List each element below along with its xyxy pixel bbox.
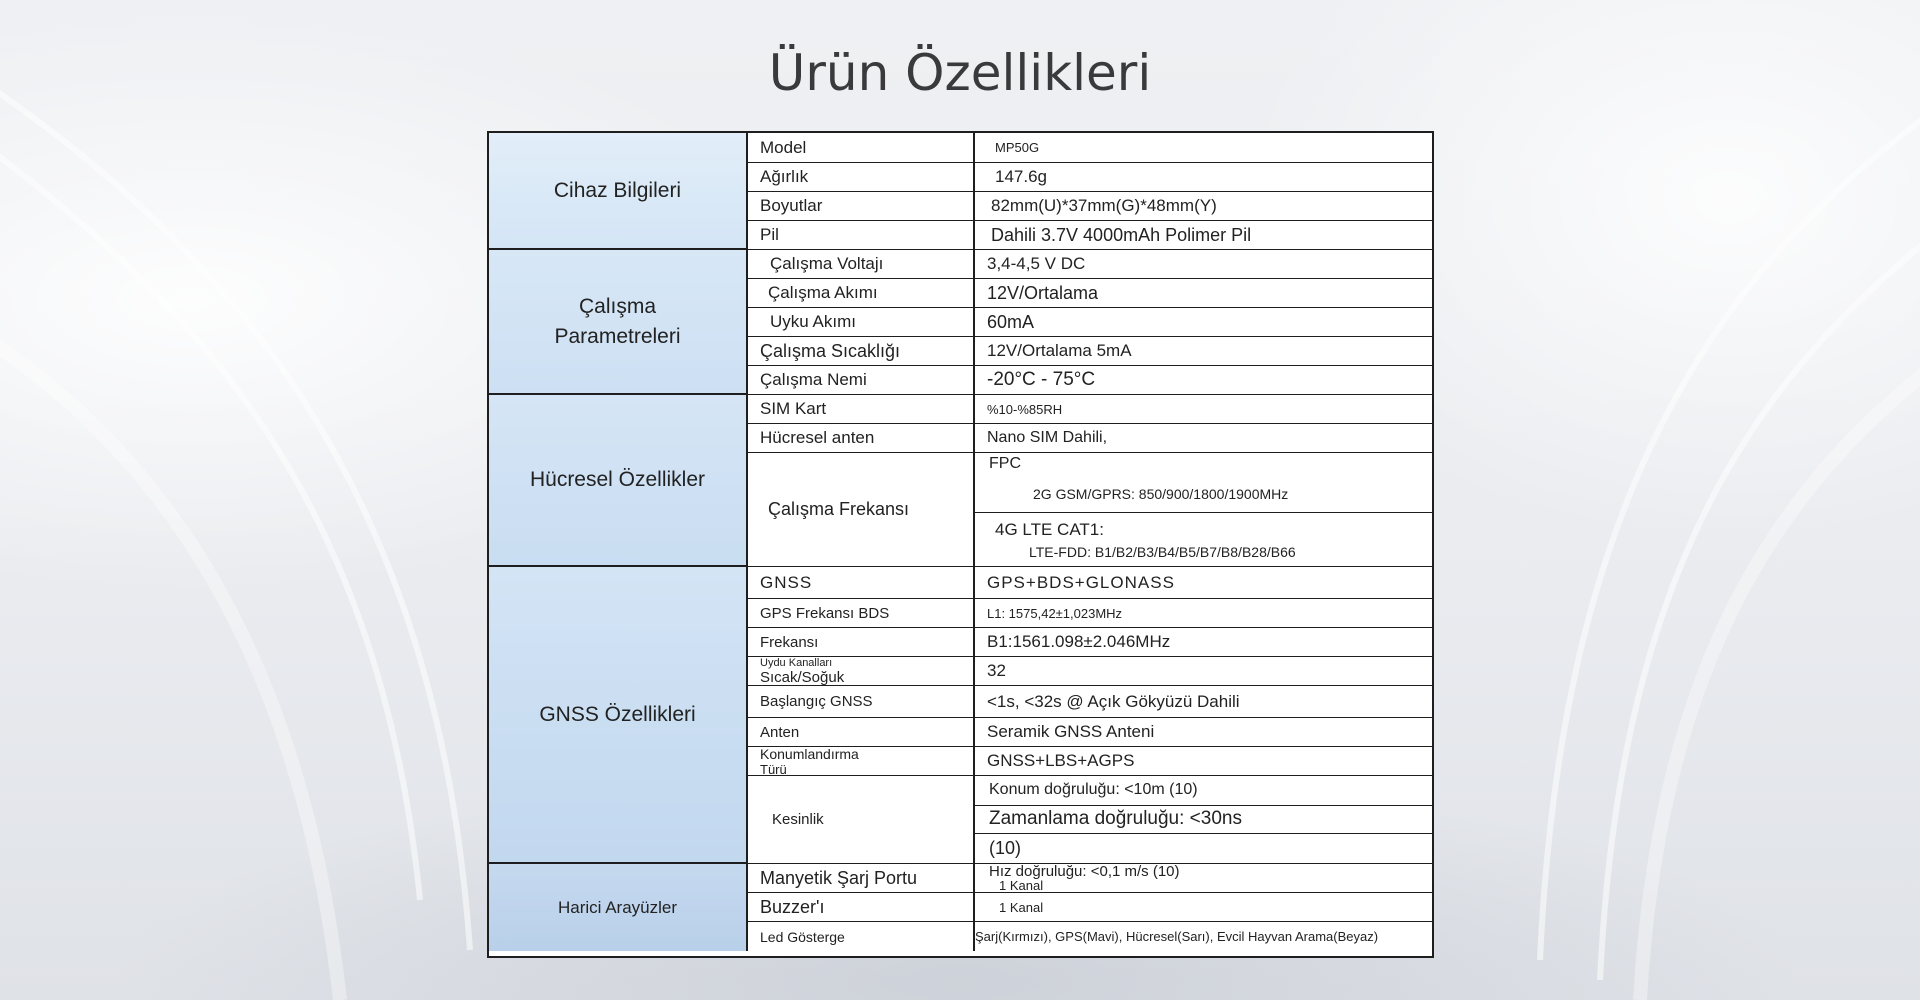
spec-value: 147.6g [975,163,1432,192]
group-name: GNSS Özellikleri [489,567,748,864]
spec-value-line: 2G GSM/GPRS: 850/900/1800/1900MHz [1033,485,1289,502]
spec-label-stack [748,747,975,776]
spec-label: Frekansı [748,628,975,657]
spec-label: Buzzer'ı [748,893,975,922]
spec-value: <1s, <32s @ Açık Gökyüzü Dahili [975,686,1432,718]
spec-label: Ağırlık [748,163,975,192]
spec-label: Anten [748,718,975,747]
spec-value-line: Zamanlama doğruluğu: <30ns [975,805,1432,834]
spec-value: GNSS+LBS+AGPS [975,747,1432,776]
spec-label: Kesinlik [748,776,975,864]
spec-label: Model [748,133,975,163]
spec-value: Şarj(Kırmızı), GPS(Mavi), Hücresel(Sarı), Evcil Hayvan Arama(Beyaz) [975,929,1379,944]
spec-value: Dahili 3.7V 4000mAh Polimer Pil [975,221,1432,250]
spec-value: MP50G [975,133,1432,163]
spec-label: Çalışma Nemi [748,366,975,395]
spec-value: 3,4-4,5 V DC [975,250,1432,279]
spec-table [487,131,1434,958]
spec-value: L1: 1575,42±1,023MHz [975,599,1432,628]
spec-value: 1 Kanal [975,893,1432,922]
frequency-value [975,453,1432,567]
page-title: Ürün Özellikleri [768,44,1152,102]
spec-value: Nano SIM Dahili, [975,424,1432,453]
spec-value: 32 [975,657,1432,686]
spec-value-line: (10) [975,833,1432,863]
spec-label: SIM Kart [748,395,975,424]
spec-label: GPS Frekansı BDS [748,599,975,628]
spec-label: Hücresel anten [748,424,975,453]
group-name: Hücresel Özellikler [489,395,748,567]
spec-value-sub: LTE-FDD: B1/B2/B3/B4/B5/B7/B8/B28/B66 [1029,543,1296,560]
spec-label-stack [748,657,975,686]
spec-label: Led Gösterge [748,922,975,951]
spec-value: Seramik GNSS Anteni [975,718,1432,747]
spec-label: Konumlandırma [760,747,859,762]
spec-label: Uyku Akımı [748,308,975,337]
spec-value-line: 1 Kanal [999,877,1044,893]
spec-value: 60mA [975,308,1432,337]
spec-value: B1:1561.098±2.046MHz [975,628,1432,657]
spec-value: 82mm(U)*37mm(G)*48mm(Y) [975,192,1432,221]
spec-label: GNSS [748,567,975,599]
group-name: Cihaz Bilgileri [489,133,748,250]
spec-label: Çalışma Frekansı [748,453,975,567]
spec-value-line: FPC [989,454,1021,472]
spec-value-line: Konum doğruluğu: <10m (10) [989,781,1198,799]
spec-label: Manyetik Şarj Portu [748,864,975,893]
spec-label: Boyutlar [748,192,975,221]
spec-value: GPS+BDS+GLONASS [975,567,1432,599]
spec-value-line: Hız doğruluğu: <0,1 m/s (10) [989,864,1180,880]
spec-value: -20°C - 75°C [975,366,1432,395]
group-name: Harici Arayüzler [489,864,748,951]
spec-value-line [975,512,1432,566]
spec-label: Uydu Kanalları [760,657,833,669]
spec-value: 12V/Ortalama 5mA [975,337,1432,366]
spec-label: Türü [760,761,787,776]
spec-label: Sıcak/Soğuk [760,668,845,686]
spec-value: %10-%85RH [975,395,1432,424]
precision-value [975,776,1432,864]
spec-label: Başlangıç GNSS [748,686,975,718]
spec-value-stack [975,864,1432,893]
group-name: Çalışma Parametreleri [489,250,748,395]
spec-label: Çalışma Akımı [748,279,975,308]
spec-label: Çalışma Sıcaklığı [748,337,975,366]
spec-label: Çalışma Voltajı [748,250,975,279]
spec-label: Pil [748,221,975,250]
spec-value: 12V/Ortalama [975,279,1432,308]
spec-value-sub: 4G LTE CAT1: [995,519,1104,539]
